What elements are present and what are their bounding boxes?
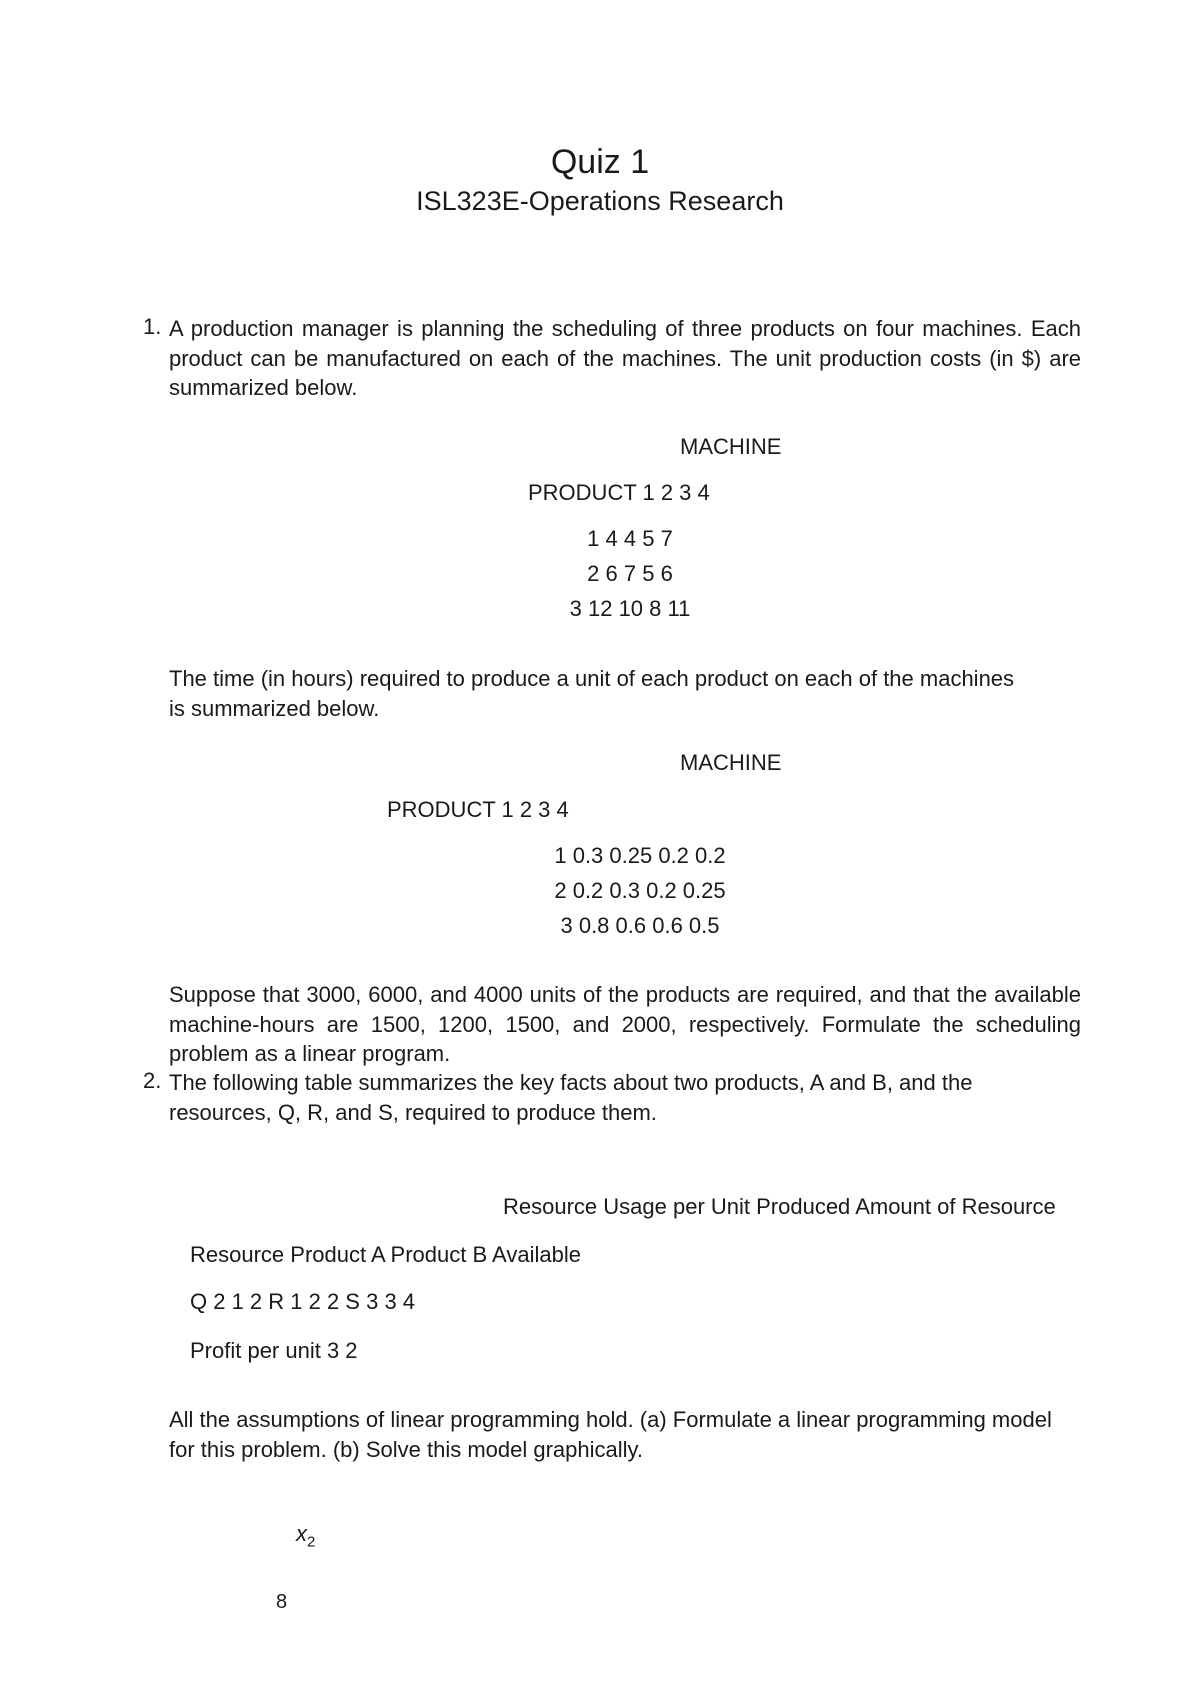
- cost-table-row: 1 4 4 5 7: [587, 526, 673, 551]
- question-2-closing: All the assumptions of linear programming hold. (a) Formulate a linear programming model for this problem. (b) Solve this model graphically.: [169, 1407, 1052, 1462]
- question-2-number: 2.: [143, 1068, 162, 1093]
- resource-table-columns: Resource Product A Product B Available: [190, 1242, 581, 1267]
- time-table-intro: The time (in hours) required to produce a unit of each product on each of the machines is summarized below.: [169, 666, 1015, 721]
- course-subtitle: ISL323E-Operations Research: [416, 186, 784, 216]
- question-1-intro: A production manager is planning the scheduling of three products on four machines. Each product can be manufactured on each of the machines. The unit production costs (in $) are summarized below.: [169, 316, 1081, 400]
- quiz-title: Quiz 1: [550, 143, 650, 181]
- cost-table-columns: PRODUCT 1 2 3 4: [528, 480, 710, 505]
- question-1-closing: Suppose that 3000, 6000, and 4000 units of the products are required, and that the available machine-hours are 1500, 1200, 1500, and 2000, respectively. Formulate the scheduling problem as a linear program.: [169, 982, 1081, 1066]
- time-table-row: 1 0.3 0.25 0.2 0.2: [554, 843, 726, 868]
- time-table-row: 3 0.8 0.6 0.6 0.5: [560, 913, 720, 938]
- profit-row: Profit per unit 3 2: [190, 1338, 358, 1363]
- time-table-header: MACHINE: [680, 750, 782, 775]
- time-table-columns: PRODUCT 1 2 3 4: [387, 797, 569, 822]
- question-1-number: 1.: [143, 314, 162, 339]
- cost-table-row: 3 12 10 8 11: [569, 596, 691, 621]
- x2-axis-label: $x_2$: [296, 1521, 316, 1551]
- question-2-intro: The following table summarizes the key facts about two products, A and B, and the resources, Q, R, and S, required to produce them.: [169, 1070, 973, 1125]
- time-table-row: 2 0.2 0.3 0.2 0.25: [554, 878, 726, 903]
- resource-table-header: Resource Usage per Unit Produced Amount of Resource: [503, 1194, 1056, 1219]
- cost-table-row: 2 6 7 5 6: [587, 561, 673, 586]
- resource-table-rows: Q 2 1 2 R 1 2 2 S 3 3 4: [190, 1289, 416, 1314]
- cost-table-header: MACHINE: [680, 434, 782, 459]
- axis-tick-label: 8: [276, 1591, 288, 1613]
